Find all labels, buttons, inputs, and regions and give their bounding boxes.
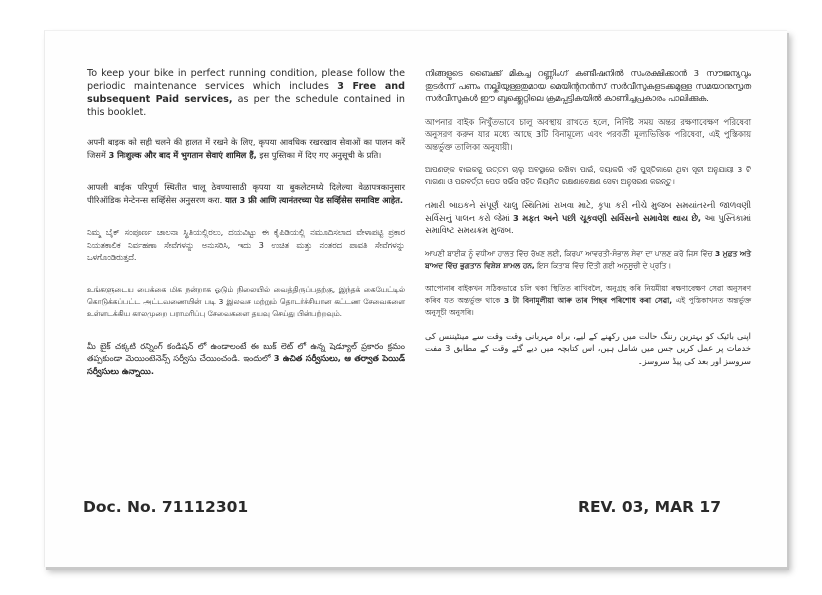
paragraph-malayalam: നിങ്ങളുടെ ബൈക്ക് മികച്ച റണ്ണിംഗ് കണ്ടീഷനിൽ സംരക്ഷിക്കാൻ 3 സൗജന്യവും തുടർന്ന് പണം നല്കിയുള്ളതുമായ മെയിന്റനൻസ് സർവീസുകളടക്കമുള്ള സമയാനുസൃത സർവീസുകൾ ഈ ബുക്ക്ലെറ്റിലെ ക്രമപ്പട്ടികയിൽ കാണിച്ചപ്രകാരം പാലിക്കുക.	[425, 68, 751, 103]
paragraph-punjabi: ਆਪਣੀ ਬਾਈਕ ਨੂੰ ਵਧੀਆ ਹਾਲਤ ਵਿੱਚ ਰੱਖਣ ਲਈ, ਕਿਰਪਾ ਆਵਰਤੀ-ਸੰਭਾਲ ਸੇਵਾ ਦਾ ਪਾਲਣ ਕਰੋ ਜਿਸ ਵਿੱਚ 3 ਮੁਫ਼ਤ ਅਤੇ ਬਾਅਦ ਵਿੱਚ ਭੁਗਤਾਨ ਵਿਸ਼ੇਸ਼ ਸ਼ਾਮਲ ਹਨ, ਇਸ ਕਿਤਾਬ ਵਿੱਚ ਦਿੱਤੀ ਗਈ ਅਨੁਸੂਚੀ ਦੇ ਪ੍ਰਤਿ।	[425, 248, 751, 270]
paragraph-marathi: आपली बाईक परिपूर्ण स्थितीत चालू ठेवण्यासाठी कृपया या बुकलेटमध्ये दिलेल्या वेळापत्रकानुसार पीरिऑडिक मेन्टेनन्स सर्व्हिसेस अनुसरण करा. यात 3 फ्री आणि त्यानंतरच्या पेड सर्व्हिसेस समाविष्ट आहेत.	[87, 182, 405, 205]
revision-label: REV. 03, MAR 17	[578, 498, 721, 516]
paragraph-tamil: உங்களுடைய பைக்கை மிக நன்றாக ஓடும் நிலையில் வைத்திருப்பதற்கு, இந்தக் கையேட்டில் கொடுக்கப்பட்ட அட்டவணையின் படி 3 இலவச மற்றும் தொடர்ச்சியான கட்டண சேவைகளை உள்ளடக்கிய காலமுறை பராமரிப்பு சேவைகளை தயவு செய்து பின்பற்றவும்.	[87, 284, 405, 318]
paragraph-english: To keep your bike in perfect running condition, please follow the periodic maintenance services which includes 3 Free and subsequent Paid services, as per the schedule contained in this booklet.	[87, 68, 406, 118]
paragraph-assamese: আপোনাৰ বাইকখন সঠিকভাৱে চলি থকা স্থিতিত ৰাখিবলৈ, অনুগ্ৰহ কৰি নিয়মীয়া ৰক্ষণাবেক্ষণ সেৱা অনুসৰণ কৰিব যত অন্তৰ্ভুক্ত থাকে 3 টা বিনামূলীয়া আৰু তাৰ পিছৰ পৰিশোধ কৰা সেৱা, এই পুস্তিকাখনত অন্তৰ্ভুক্ত অনুসূচী অনুসৰি।	[425, 283, 752, 317]
paragraph-urdu: اپنی بائیک کو بہترین رننگ حالت میں رکھنے کے لیے، براہ مہربانی وقت وقت سے مینٹیننس کی خدمات پر عمل کریں جس میں شامل ہیں، اس کتابچہ میں دیے گئے وقت کے مطابق 3 مفت سروسز اور بعد کی پیڈ سروسز۔	[425, 330, 751, 366]
paragraph-telugu: మీ బైక్ చక్కటి రన్నింగ్ కండిషన్ లో ఉండాలంటే ఈ బుక్ లెట్ లో ఉన్న షెడ్యూల్ ప్రకారం క్రమం తప్పకుండా మెయింటెనెన్స్ సర్వీసు చేయించండి. ఇందులో 3 ఉచిత సర్వీసులు, ఆ తర్వాత పెయిడ్ సర్వీసులు ఉన్నాయి.	[87, 340, 405, 376]
document-number: Doc. No. 71112301	[83, 498, 249, 516]
paragraph-bengali: আপনার বাইক নিখুঁতভাবে চালু অবস্থায় রাখতে হলে, নির্দিষ্ট সময় অন্তর রক্ষণাবেক্ষণ পরিষেবা অনুসরণ করুন যার মধ্যে আছে 3টি বিনামূল্যে এবং পরবর্তী মূল্যভিত্তিক পরিষেবা, এই পুস্তিকায় অন্তর্ভুক্ত তালিকা অনুযায়ী।	[425, 116, 751, 152]
left-column	[87, 67, 405, 397]
paragraph-gujarati: તમારી બાઇકને સંપૂર્ણ ચાલુ સ્થિતિમાં રાખવા માટે, કૃપા કરી નીચે મુજબ સમયાંતરની જાળવણી સર્વિસનું પાલન કરો જેમાં 3 મફત અને પછી ચૂકવણી સર્વિસનો સમાવેશ થાય છે, આ પુસ્તિકામાં સમાવિષ્ટ સમયક્રમ મુજબ.	[425, 200, 752, 235]
right-column	[425, 67, 751, 378]
paragraph-kannada: ನಿಮ್ಮ ಬೈಕ್ ಸಂಪೂರ್ಣ ಚಾಲನಾ ಸ್ಥಿತಿಯಲ್ಲಿರಲು, ದಯವಿಟ್ಟು ಈ ಕೈಪಿಡಿಯಲ್ಲಿ ನಮೂದಿಸಲಾದ ವೇಳಾಪಟ್ಟಿ ಪ್ರಕಾರ ನಿಯತಕಾಲಿಕ ನಿರ್ವಹಣಾ ಸೇವೆಗಳನ್ನು ಅನುಸರಿಸಿ, ಇದು 3 ಉಚಿತ ಮತ್ತು ನಂತರದ ಪಾವತಿ ಸೇವೆಗಳನ್ನು ಒಳಗೊಂಡಿರುತ್ತದೆ.	[87, 227, 405, 262]
paragraph-hindi: अपनी बाइक को सही चलने की हालत में रखने के लिए, कृपया आवधिक रखरखाव सेवाओं का पालन करें जिसमें 3 निःशुल्क और बाद में भुगतान सेवाएं शामिल हैं, इस पुस्तिका में दिए गए अनुसूची के प्रति।	[87, 137, 405, 160]
paragraph-odia: ଆପଣଙ୍କ ବାଇକକୁ ଉତ୍ତମ ଚାଲୁ ଅବସ୍ଥାରେ ରଖିବା ପାଇଁ, ଦୟାକରି ଏହି ପୁସ୍ତିକାରେ ଥିବା ସୂଚୀ ଅନୁଯାୟୀ 3 ଟି ମାଗଣା ଓ ପରବର୍ତ୍ତୀ ପେଡ ସର୍ଭିସ ସହିତ ନିୟମିତ ରକ୍ଷଣାବେକ୍ଷଣ ସେବା ଅନୁସରଣ କରନ୍ତୁ।	[425, 165, 751, 186]
document-page	[44, 30, 787, 567]
